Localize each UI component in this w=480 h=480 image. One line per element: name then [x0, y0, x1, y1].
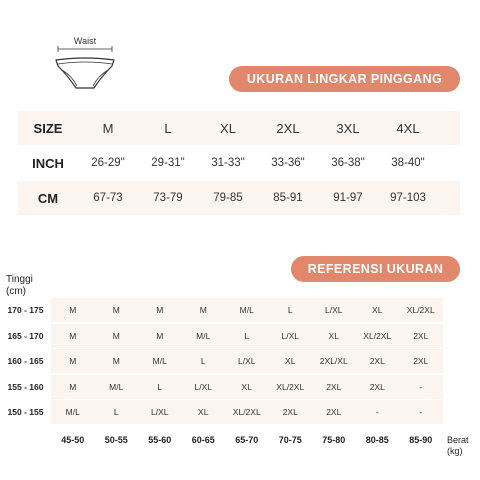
table-cell: 2XL — [369, 356, 385, 366]
row-label: CM — [37, 190, 59, 206]
table-cell: M/L — [239, 305, 254, 315]
weight-range: 70-75 — [278, 435, 302, 445]
table-cell: M/L — [109, 381, 124, 392]
table-cell: 2XL — [326, 407, 342, 417]
weight-range: 50-55 — [104, 435, 128, 445]
waist-illustration — [50, 36, 120, 106]
weight-range: 75-80 — [322, 435, 346, 445]
table-cell: M/L — [65, 407, 80, 417]
table-cell: M — [112, 330, 120, 341]
weight-range: 85-90 — [409, 435, 433, 445]
table-cell: 3XL — [336, 120, 360, 136]
table-cell: 2XL — [282, 407, 298, 417]
table-cell: - — [419, 407, 423, 417]
table-cell: 26-29" — [91, 157, 125, 169]
reference-table — [0, 298, 480, 426]
table-cell: 2XL — [413, 330, 429, 341]
table-cell: M — [156, 330, 164, 341]
table-cell: - — [375, 407, 379, 417]
table-cell: 91-97 — [333, 192, 363, 204]
table-cell: L — [113, 407, 119, 417]
table-cell: XL/2XL — [363, 330, 392, 341]
table-cell: M — [112, 305, 120, 315]
weight-range: 60-65 — [191, 435, 215, 445]
height-axis-label — [6, 274, 33, 298]
height-range: 150 - 155 — [7, 407, 44, 417]
table-cell: 33-36" — [271, 157, 305, 169]
table-cell: - — [419, 381, 423, 392]
weight-range: 55-60 — [148, 435, 172, 445]
table-cell: 73-79 — [153, 192, 183, 204]
table-cell: L — [244, 330, 250, 341]
table-cell: 36-38" — [331, 157, 365, 169]
row-label: INCH — [32, 155, 64, 171]
table-row — [0, 375, 480, 399]
table-cell: M — [112, 356, 120, 366]
table-cell: 85-91 — [273, 192, 303, 204]
table-cell: 38-40" — [391, 157, 425, 169]
table-row — [18, 146, 460, 180]
height-range: 160 - 165 — [7, 356, 44, 366]
waist-size-table — [18, 111, 460, 216]
weight-range: 80-85 — [365, 435, 389, 445]
underwear-icon — [50, 36, 120, 106]
waist-label: Waist — [73, 36, 97, 46]
table-cell: 67-73 — [93, 192, 123, 204]
waist-size-title: UKURAN LINGKAR PINGGANG — [229, 66, 460, 92]
height-unit: (cm) — [6, 286, 26, 297]
table-cell: XL — [198, 407, 209, 417]
table-cell: L/XL — [238, 356, 256, 366]
table-cell: M — [102, 120, 114, 136]
table-cell: M — [199, 305, 207, 315]
table-cell: 97-103 — [390, 192, 426, 204]
height-range: 155 - 160 — [7, 381, 44, 392]
table-cell: L — [287, 305, 293, 315]
table-cell: XL — [241, 381, 252, 392]
table-cell: L — [200, 356, 206, 366]
table-cell: L/XL — [151, 407, 169, 417]
table-cell: 2XL — [413, 356, 429, 366]
table-cell: M/L — [152, 356, 167, 366]
table-cell: 4XL — [396, 120, 420, 136]
table-cell: XL — [328, 330, 339, 341]
table-cell: 31-33" — [211, 157, 245, 169]
table-row — [0, 400, 480, 424]
table-cell: XL/2XL — [276, 381, 305, 392]
table-cell: XL/2XL — [406, 305, 435, 315]
table-cell: 29-31" — [151, 157, 185, 169]
table-row — [18, 181, 460, 215]
table-cell: 79-85 — [213, 192, 243, 204]
weight-axis — [51, 435, 443, 445]
weight-axis-label — [447, 435, 469, 457]
table-cell: M/L — [196, 330, 211, 341]
table-cell: XL — [220, 120, 236, 136]
table-cell: 2XL — [276, 120, 300, 136]
table-cell: M — [69, 305, 77, 315]
height-range: 165 - 170 — [7, 330, 44, 341]
reference-size-title: REFERENSI UKURAN — [291, 256, 460, 282]
weight-range: 65-70 — [235, 435, 259, 445]
table-cell: XL/2XL — [232, 407, 261, 417]
weight-label: Berat — [447, 435, 469, 445]
table-cell: M — [69, 356, 77, 366]
table-row — [0, 324, 480, 348]
weight-range: 45-50 — [61, 435, 85, 445]
weight-unit: (kg) — [447, 446, 463, 456]
table-cell: L — [164, 120, 172, 136]
table-cell: XL — [285, 356, 296, 366]
table-cell: L/XL — [325, 305, 343, 315]
table-cell: M — [69, 330, 77, 341]
table-cell: 2XL/XL — [319, 356, 348, 366]
table-cell: XL — [372, 305, 383, 315]
table-row — [0, 298, 480, 322]
table-cell: 2XL — [326, 381, 342, 392]
table-cell: M — [156, 305, 164, 315]
table-cell: M — [69, 381, 77, 392]
table-row — [0, 349, 480, 373]
height-range: 170 - 175 — [7, 305, 44, 315]
row-label: SIZE — [33, 120, 63, 136]
table-cell: L/XL — [194, 381, 212, 392]
table-cell: L — [157, 381, 163, 392]
table-cell: L/XL — [281, 330, 299, 341]
table-row — [18, 111, 460, 145]
height-label: Tinggi — [6, 274, 33, 285]
table-cell: 2XL — [369, 381, 385, 392]
